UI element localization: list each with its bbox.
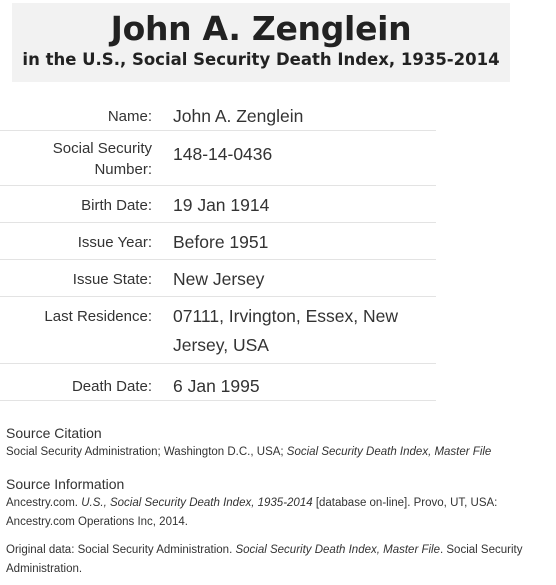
title-banner (12, 3, 510, 82)
field-label: Birth Date: (81, 197, 152, 214)
original-data-text (6, 541, 552, 579)
record-row-last-residence (0, 297, 436, 364)
field-value: Before 1951 (173, 232, 269, 252)
field-label: Name: (107, 108, 152, 125)
field-label: Issue State: (72, 271, 152, 288)
citation-plain: Social Security Administration; Washington D.C., USA; (6, 446, 287, 458)
citation-italic: Social Security Death Index, Master File (286, 446, 492, 458)
record-row-birth-date (0, 186, 436, 223)
original-data-line: Administration. (6, 563, 83, 575)
record-row-ssn (0, 131, 436, 186)
field-label: Last Residence: (44, 308, 152, 325)
field-label: Death Date: (71, 378, 152, 395)
info-plain: [database on-line]. Provo, UT, USA: (312, 497, 498, 509)
page-title: John A. Zenglein (110, 9, 412, 48)
source-information-heading: Source Information (6, 476, 125, 492)
record-row-death-date (0, 364, 436, 401)
field-value: New Jersey (173, 269, 265, 289)
info-plain: Ancestry.com. (6, 497, 82, 509)
field-value-line: Jersey, USA (173, 335, 269, 355)
original-plain: . Social Security (440, 544, 523, 556)
original-italic: Social Security Death Index, Master File (235, 544, 440, 556)
field-value: John A. Zenglein (173, 106, 304, 126)
source-information-text (6, 494, 552, 532)
record-row-name (0, 94, 436, 131)
source-information-line (6, 494, 552, 513)
field-label: Issue Year: (77, 234, 152, 251)
original-plain: Original data: Social Security Administration. (6, 544, 236, 556)
sources-section (6, 424, 552, 579)
field-value-line: 07111, Irvington, Essex, New (173, 306, 399, 326)
page-subtitle: in the U.S., Social Security Death Index, 1935-2014 (22, 50, 500, 69)
source-citation-text (6, 443, 552, 462)
field-label-line: Number: (94, 161, 152, 178)
original-data-line (6, 541, 552, 560)
record-table (0, 94, 436, 401)
source-citation-heading: Source Citation (6, 425, 102, 441)
field-value: 19 Jan 1914 (173, 195, 270, 215)
field-label (0, 138, 152, 180)
field-value: 148-14-0436 (173, 144, 273, 164)
field-value: 6 Jan 1995 (173, 376, 260, 396)
info-italic: U.S., Social Security Death Index, 1935-2014 (81, 497, 313, 509)
record-row-issue-year (0, 223, 436, 260)
record-row-issue-state (0, 260, 436, 297)
field-label-line: Social Security (52, 140, 152, 157)
source-information-line: Ancestry.com Operations Inc, 2014. (6, 516, 188, 528)
field-value (173, 302, 436, 360)
